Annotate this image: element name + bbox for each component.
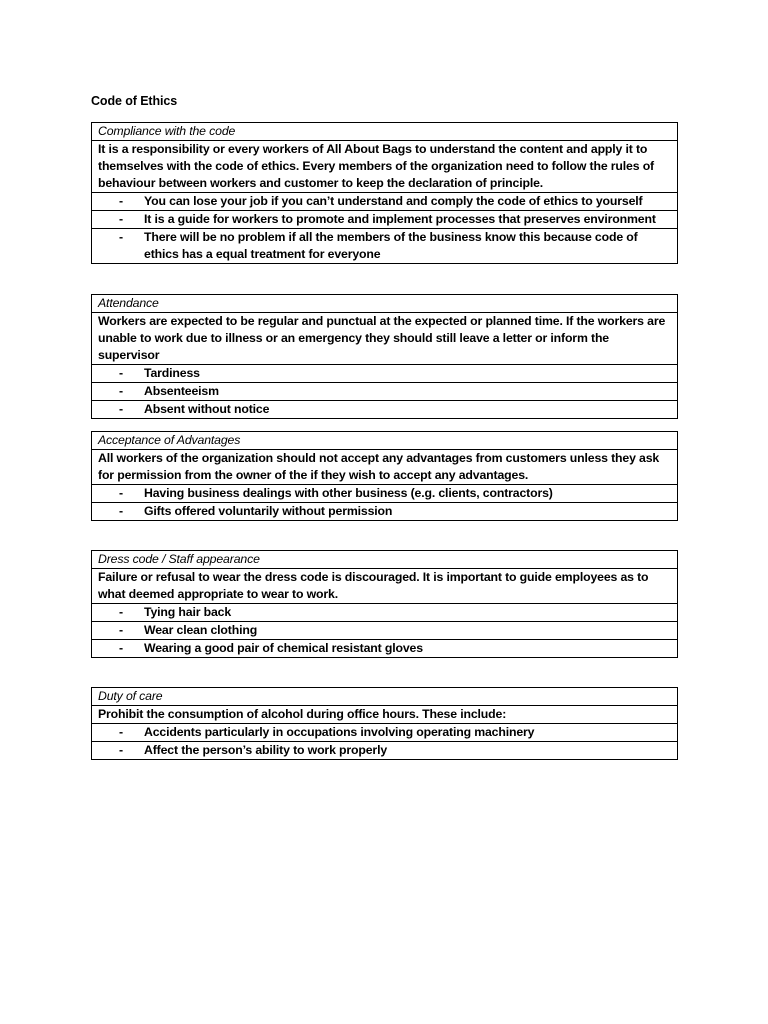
section-heading: Compliance with the code [92, 123, 678, 141]
list-item [92, 503, 678, 521]
section-description: It is a responsibility or every workers of All About Bags to understand the content and apply it to themselves with the code of ethics. Every members of the organization need to follow the rules of behaviour between workers and customer to keep the declaration of principle. [92, 141, 678, 193]
list-item [92, 742, 678, 760]
list-item [92, 724, 678, 742]
list-item [92, 640, 678, 658]
bullet-dash: - [119, 384, 123, 398]
section-heading: Duty of care [92, 688, 678, 706]
bullet-dash: - [119, 605, 123, 619]
bullet-dash: - [119, 486, 123, 500]
bullet-dash: - [119, 402, 123, 416]
list-item-text: Absenteeism [144, 384, 219, 398]
list-item [92, 485, 678, 503]
list-item-text: Wearing a good pair of chemical resistant gloves [144, 641, 423, 655]
bullet-dash: - [119, 725, 123, 739]
list-item [92, 211, 678, 229]
section-heading: Acceptance of Advantages [92, 432, 678, 450]
list-item [92, 383, 678, 401]
section-attendance [91, 294, 678, 419]
list-item [92, 365, 678, 383]
section-acceptance-of-advantages [91, 431, 678, 521]
section-compliance [91, 122, 678, 264]
list-item [92, 604, 678, 622]
section-description: Failure or refusal to wear the dress code is discouraged. It is important to guide employees as to what deemed appropriate to wear to work. [92, 569, 678, 604]
section-dress-code [91, 550, 678, 658]
bullet-dash: - [119, 366, 123, 380]
bullet-dash: - [119, 212, 123, 226]
list-item [92, 401, 678, 419]
list-item-text: There will be no problem if all the members of the business know this because code of ethics has a equal treatment for everyone [144, 230, 638, 261]
section-heading: Dress code / Staff appearance [92, 551, 678, 569]
list-item-text: Wear clean clothing [144, 623, 258, 637]
page-title: Code of Ethics [91, 94, 178, 108]
bullet-dash: - [119, 230, 123, 244]
list-item-text: Absent without notice [144, 402, 270, 416]
list-item-text: You can lose your job if you can’t understand and comply the code of ethics to yourself [144, 194, 643, 208]
list-item [92, 622, 678, 640]
bullet-dash: - [119, 743, 123, 757]
section-description: Workers are expected to be regular and punctual at the expected or planned time. If the workers are unable to work due to illness or an emergency they should still leave a letter or inform the supervisor [92, 313, 678, 365]
section-description: All workers of the organization should not accept any advantages from customers unless they ask for permission from the owner of the if they wish to accept any advantages. [92, 450, 678, 485]
section-description: Prohibit the consumption of alcohol during office hours. These include: [92, 706, 678, 724]
list-item-text: Affect the person’s ability to work properly [144, 743, 388, 757]
list-item-text: Gifts offered voluntarily without permission [144, 504, 393, 518]
list-item-text: It is a guide for workers to promote and implement processes that preserves environment [144, 212, 656, 226]
bullet-dash: - [119, 641, 123, 655]
list-item [92, 193, 678, 211]
list-item [92, 229, 678, 264]
list-item-text: Accidents particularly in occupations involving operating machinery [144, 725, 535, 739]
list-item-text: Tying hair back [144, 605, 232, 619]
section-duty-of-care [91, 687, 678, 760]
list-item-text: Having business dealings with other business (e.g. clients, contractors) [144, 486, 553, 500]
bullet-dash: - [119, 504, 123, 518]
list-item-text: Tardiness [144, 366, 200, 380]
section-heading: Attendance [92, 295, 678, 313]
bullet-dash: - [119, 194, 123, 208]
bullet-dash: - [119, 623, 123, 637]
